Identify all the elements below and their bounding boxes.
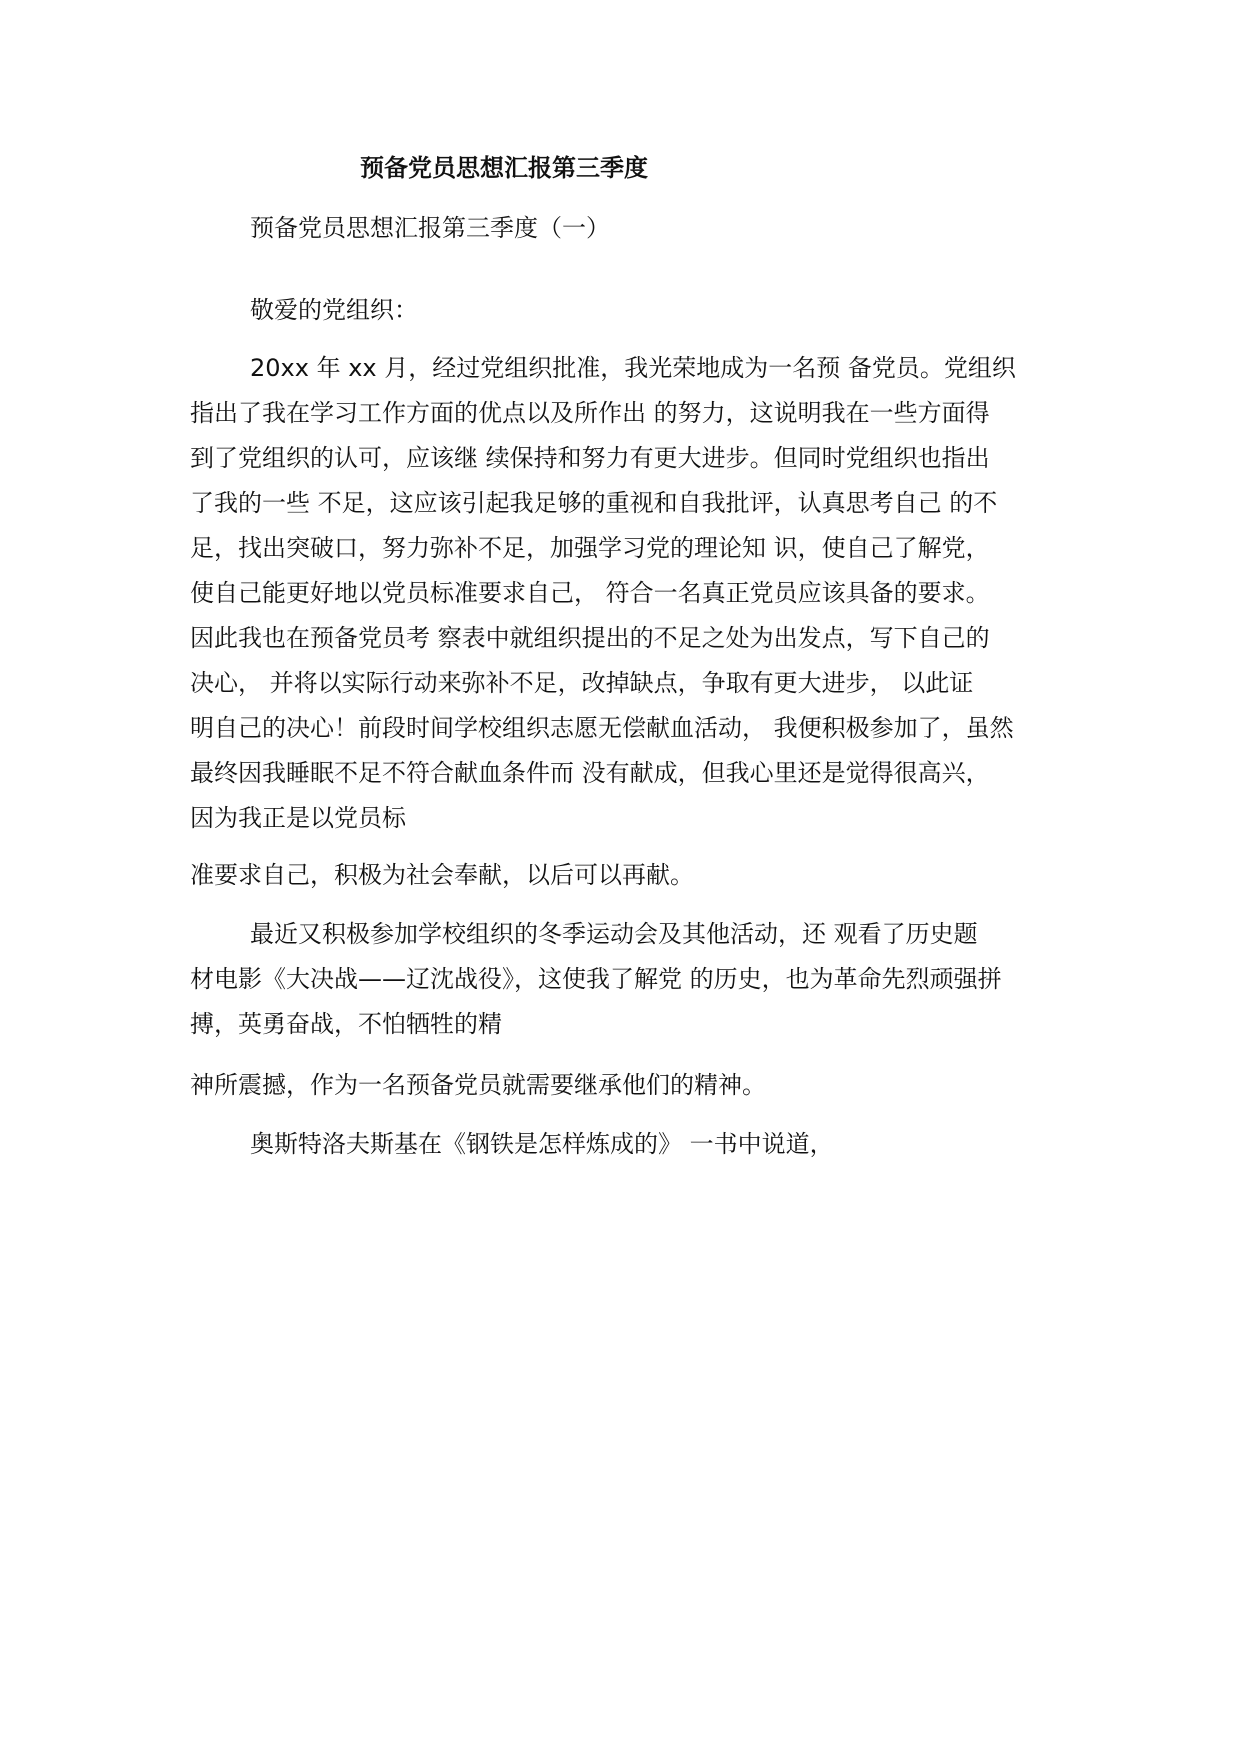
paragraph-3-line: 搏，英勇奋战，不怕牺牲的精 — [190, 1010, 502, 1038]
paragraph-1-line: 因为我正是以党员标 — [190, 804, 406, 832]
paragraph-1-line: 到了党组织的认可，应该继 续保持和努力有更大进步。但同时党组织也指出 — [190, 444, 990, 472]
paragraph-1-line: 最终因我睡眠不足不符合献血条件而 没有献成，但我心里还是觉得很高兴， — [190, 759, 990, 787]
paragraph-1 — [190, 346, 1016, 841]
paragraph-4-line: 神所震撼，作为一名预备党员就需要继承他们的精神。 — [190, 1071, 766, 1099]
paragraph-2-line: 准要求自己，积极为社会奉献，以后可以再献。 — [190, 861, 694, 889]
paragraph-4 — [190, 1063, 766, 1108]
paragraph-2 — [190, 853, 694, 898]
paragraph-1-line: 指出了我在学习工作方面的优点以及所作出 的努力，这说明我在一些方面得 — [190, 399, 990, 427]
paragraph-1-line: 明自己的决心！前段时间学校组织志愿无偿献血活动， 我便积极参加了，虽然 — [190, 714, 1014, 742]
paragraph-1-line: 使自己能更好地以党员标准要求自己， 符合一名真正党员应该具备的要求。 — [190, 579, 990, 607]
salutation: 敬爱的党组织： — [250, 296, 418, 324]
document-title: 预备党员思想汇报第三季度 — [360, 154, 648, 182]
paragraph-5-line: 奥斯特洛夫斯基在《钢铁是怎样炼成的》 一书中说道， — [250, 1130, 834, 1158]
paragraph-1-line: 决心， 并将以实际行动来弥补不足，改掉缺点，争取有更大进步， 以此证 — [190, 669, 974, 697]
paragraph-3-line: 最近又积极参加学校组织的冬季运动会及其他活动，还 观看了历史题 — [250, 920, 978, 948]
paragraph-1-line: 因此我也在预备党员考 察表中就组织提出的不足之处为出发点，写下自己的 — [190, 624, 990, 652]
paragraph-1-line: 了我的一些 不足，这应该引起我足够的重视和自我批评，认真思考自己 的不 — [190, 489, 998, 517]
paragraph-3 — [190, 912, 1002, 1047]
paragraph-1-line: 20xx 年 xx 月，经过党组织批准，我光荣地成为一名预 备党员。党组织 — [250, 354, 1016, 382]
paragraph-5 — [190, 1122, 834, 1167]
document-subtitle: 预备党员思想汇报第三季度（一） — [250, 214, 610, 242]
paragraph-1-line: 足，找出突破口，努力弥补不足，加强学习党的理论知 识，使自己了解党， — [190, 534, 990, 562]
paragraph-3-line: 材电影《大决战——辽沈战役》，这使我了解党 的历史，也为革命先烈顽强拼 — [190, 965, 1002, 993]
